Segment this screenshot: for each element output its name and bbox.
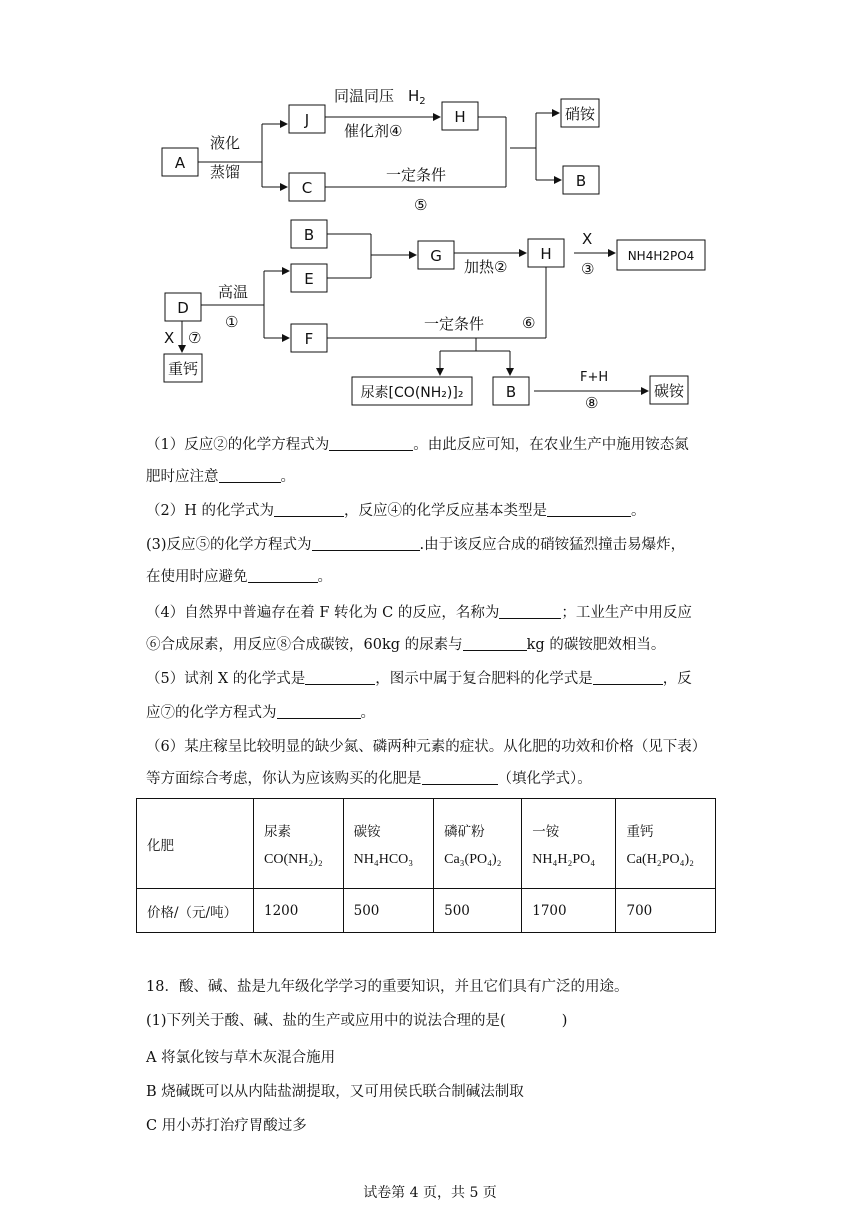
table-cell: 500 xyxy=(434,889,522,933)
table-row-header: 化肥 xyxy=(137,799,254,889)
box-h-lower-label: H xyxy=(540,245,552,263)
label-jiare: 加热② xyxy=(464,258,508,276)
box-f-label: F xyxy=(304,330,314,348)
question-2: （2）H 的化学式为 ，反应④的化学反应基本类型是 。 xyxy=(146,503,646,519)
answer-blank[interactable] xyxy=(312,536,420,551)
question-5-line2: 应⑦的化学方程式为 。 xyxy=(146,705,375,721)
box-tanan-label: 碳铵 xyxy=(653,382,685,400)
option-a[interactable]: A 将氯化铵与草木灰混合施用 xyxy=(146,1050,336,1066)
table-cell: 重钙 Ca(H₂PO₄)₂ xyxy=(616,799,716,889)
box-zhonggai-label: 重钙 xyxy=(167,360,199,378)
table-cell: 尿素 CO(NH₂)₂ xyxy=(254,799,344,889)
fertilizer-price-table xyxy=(136,798,716,933)
box-xiaoan-label: 硝铵 xyxy=(564,105,596,123)
label-tongwen: 同温同压 xyxy=(334,87,395,105)
page-footer: 试卷第 4 页，共 5 页 xyxy=(363,1185,497,1201)
option-c[interactable]: C 用小苏打治疗胃酸过多 xyxy=(146,1118,307,1134)
label-yiding1: 一定条件 xyxy=(386,166,447,184)
table-cell: 1200 xyxy=(254,889,344,933)
label-1: ① xyxy=(225,313,239,331)
question-3-line2: 在使用时应避免 。 xyxy=(146,569,332,585)
answer-blank[interactable] xyxy=(422,770,498,785)
answer-blank[interactable] xyxy=(305,670,375,685)
question-1-line2: 肥时应注意 。 xyxy=(146,469,295,485)
answer-blank[interactable] xyxy=(463,636,527,651)
label-3: ③ xyxy=(581,260,595,278)
question-18-sub1: (1)下列关于酸、碱、盐的生产或应用中的说法合理的是( ) xyxy=(146,1013,568,1029)
label-6: ⑥ xyxy=(522,314,536,332)
answer-blank[interactable] xyxy=(277,704,361,719)
label-5: ⑤ xyxy=(414,196,428,214)
label-fh: F+H xyxy=(580,370,609,385)
table-row xyxy=(137,799,716,889)
box-b-lower-label: B xyxy=(505,383,517,401)
table-cell: 磷矿粉 Ca₃(PO₄)₂ xyxy=(434,799,522,889)
answer-blank[interactable] xyxy=(274,502,344,517)
box-e-label: E xyxy=(304,270,314,288)
option-b[interactable]: B 烧碱既可以从内陆盐湖提取，又可用侯氏联合制碱法制取 xyxy=(146,1084,524,1100)
box-h-upper-label: H xyxy=(454,108,466,126)
question-6-line2: 等方面综合考虑，你认为应该购买的化肥是 （填化学式）。 xyxy=(146,771,592,787)
box-b-upper-label: B xyxy=(575,172,587,190)
answer-blank[interactable] xyxy=(593,670,663,685)
table-cell: 碳铵 NH₄HCO₃ xyxy=(343,799,434,889)
label-7: ⑦ xyxy=(188,329,202,347)
answer-blank[interactable] xyxy=(219,468,281,483)
label-yehua: 液化 xyxy=(210,134,241,152)
question-6-line1: （6）某庄稼呈比较明显的缺少氮、磷两种元素的症状。从化肥的功效和价格（见下表） xyxy=(146,739,707,755)
label-zhengliu: 蒸馏 xyxy=(210,163,241,181)
question-1-line1: （1）反应②的化学方程式为 。由此反应可知，在农业生产中施用铵态氮 xyxy=(146,437,689,453)
question-4-line1: （4）自然界中普遍存在着 F 转化为 C 的反应，名称为 ；工业生产中用反应 xyxy=(146,605,692,621)
table-cell: 500 xyxy=(343,889,434,933)
box-b-middle-label: B xyxy=(303,226,315,244)
label-x1: X xyxy=(582,230,593,248)
label-yiding2: 一定条件 xyxy=(424,315,485,333)
label-x2: X xyxy=(164,329,175,347)
label-cuihuaji: 催化剂④ xyxy=(344,122,403,140)
table-cell: 700 xyxy=(616,889,716,933)
table-cell: 1700 xyxy=(522,889,616,933)
question-18-title: 18．酸、碱、盐是九年级化学学习的重要知识，并且它们具有广泛的用途。 xyxy=(146,979,629,995)
box-j-label: J xyxy=(304,111,310,129)
label-8: ⑧ xyxy=(585,394,599,412)
box-g-label: G xyxy=(430,247,442,265)
reaction-flow-diagram xyxy=(0,0,860,420)
question-3-line1: (3)反应⑤的化学方程式为 .由于该反应合成的硝铵猛烈撞击易爆炸， xyxy=(146,537,686,553)
box-d-label: D xyxy=(177,299,189,317)
answer-blank[interactable] xyxy=(547,502,631,517)
question-4-line2: ⑥合成尿素，用反应⑧合成碳铵，60kg 的尿素与 kg 的碳铵肥效相当。 xyxy=(146,637,666,653)
table-cell: 一铵 NH₄H₂PO₄ xyxy=(522,799,616,889)
box-c-label: C xyxy=(301,179,313,197)
box-nh4h2po4-label: NH4H2PO4 xyxy=(627,249,695,263)
label-gaowen: 高温 xyxy=(218,283,249,301)
answer-blank[interactable] xyxy=(499,604,561,619)
box-niaosu-label: 尿素[CO(NH₂)]₂ xyxy=(360,385,464,401)
question-5-line1: （5）试剂 X 的化学式是 ，图示中属于复合肥料的化学式是 ，反 xyxy=(146,671,692,687)
label-h2: $H_2$ xyxy=(408,87,426,107)
price-header: 价格/（元/吨） xyxy=(137,889,254,933)
box-a-label: A xyxy=(174,154,186,172)
table-row xyxy=(137,889,716,933)
answer-blank[interactable] xyxy=(248,568,318,583)
answer-blank[interactable] xyxy=(329,436,413,451)
